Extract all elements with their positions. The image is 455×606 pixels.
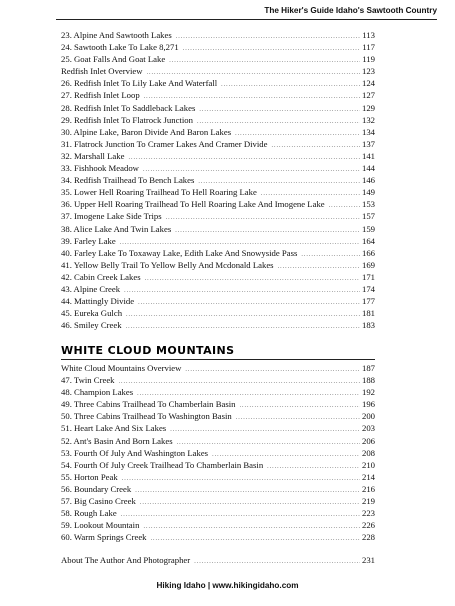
toc-entry-page: 164 bbox=[361, 235, 375, 246]
toc-entry-page: 113 bbox=[362, 30, 375, 40]
toc-entry[interactable] bbox=[61, 29, 375, 41]
toc-entry-page: 146 bbox=[361, 175, 375, 186]
toc-entry-title: 30. Alpine Lake, Baron Divide And Baron Lakes bbox=[61, 126, 232, 137]
dot-leader bbox=[143, 521, 360, 533]
dot-leader bbox=[194, 556, 360, 568]
toc-entry-page: 214 bbox=[361, 471, 375, 482]
toc-entry-title: White Cloud Mountains Overview bbox=[61, 363, 182, 373]
toc-entry-title: 46. Smiley Creek bbox=[61, 320, 122, 331]
toc-entry-page: 183 bbox=[361, 320, 375, 331]
toc-entry-page: 181 bbox=[361, 308, 375, 319]
dot-leader bbox=[278, 261, 360, 273]
toc-entry[interactable] bbox=[61, 162, 375, 174]
toc-entry-title: 27. Redfish Inlet Loop bbox=[61, 90, 140, 101]
toc-entry-page: 137 bbox=[361, 138, 375, 149]
toc-entry[interactable] bbox=[61, 459, 375, 471]
toc-entry[interactable] bbox=[61, 198, 375, 210]
toc-entry[interactable] bbox=[61, 319, 375, 331]
toc-entry-page: 174 bbox=[361, 283, 375, 294]
toc-entry[interactable] bbox=[61, 283, 375, 295]
toc-entry[interactable] bbox=[61, 374, 375, 386]
toc-entry-page: 187 bbox=[361, 363, 375, 373]
toc-entry[interactable] bbox=[61, 362, 375, 374]
toc-entry[interactable] bbox=[61, 447, 375, 459]
toc-entry-page: 166 bbox=[361, 247, 375, 258]
toc-entry-page: 132 bbox=[361, 114, 375, 125]
toc-entry[interactable] bbox=[61, 186, 375, 198]
dot-leader bbox=[236, 412, 360, 424]
toc-entry-page: 210 bbox=[361, 459, 375, 470]
toc-entry-title: 51. Heart Lake And Six Lakes bbox=[61, 423, 167, 434]
dot-leader bbox=[122, 473, 360, 485]
dot-leader bbox=[128, 152, 360, 164]
toc-entry[interactable] bbox=[61, 519, 375, 531]
toc-entry-page: 223 bbox=[361, 508, 375, 519]
toc-entry-page: 144 bbox=[361, 163, 375, 174]
toc-entry[interactable] bbox=[61, 247, 375, 259]
toc-entry-page: 203 bbox=[361, 423, 375, 434]
dot-leader bbox=[221, 79, 360, 91]
toc-entry-page: 206 bbox=[361, 435, 375, 446]
dot-leader bbox=[135, 485, 360, 497]
toc-entry-title: About The Author And Photographer bbox=[61, 555, 191, 565]
toc-entry-page: 119 bbox=[362, 54, 375, 65]
dot-leader bbox=[138, 297, 360, 309]
dot-leader bbox=[271, 140, 359, 152]
toc-entry[interactable] bbox=[61, 235, 375, 247]
toc-entry[interactable] bbox=[61, 102, 375, 114]
toc-list-top bbox=[61, 29, 375, 331]
toc-entry[interactable] bbox=[61, 295, 375, 307]
toc-entry[interactable] bbox=[61, 471, 375, 483]
toc-entry-page: 134 bbox=[361, 126, 375, 137]
toc-entry-title: 29. Redfish Inlet To Flatrock Junction bbox=[61, 114, 193, 125]
toc-entry-title: 45. Eureka Gulch bbox=[61, 308, 123, 319]
toc-entry-title: 25. Goat Falls And Goat Lake bbox=[61, 54, 166, 65]
toc-entry-page: 192 bbox=[361, 387, 375, 398]
dot-leader bbox=[240, 400, 360, 412]
toc-entry[interactable] bbox=[61, 554, 375, 566]
toc-entry[interactable] bbox=[61, 422, 375, 434]
dot-leader bbox=[183, 43, 361, 55]
toc-entry[interactable] bbox=[61, 483, 375, 495]
toc-entry-title: 47. Twin Creek bbox=[61, 375, 115, 386]
toc-entry-title: 54. Fourth Of July Creek Trailhead To Chamberlain Basin bbox=[61, 459, 264, 470]
toc-entry[interactable] bbox=[61, 114, 375, 126]
dot-leader bbox=[124, 285, 360, 297]
running-header: The Hiker's Guide Idaho's Sawtooth Country bbox=[264, 6, 437, 15]
toc-entry-page: 153 bbox=[361, 199, 375, 210]
toc-entry-page: 177 bbox=[361, 296, 375, 307]
section-rule bbox=[61, 359, 375, 360]
toc-entry-title: 36. Upper Hell Roaring Trailhead To Hell Roaring Lake And Imogene Lake bbox=[61, 199, 325, 210]
toc-entry-title: 49. Three Cabins Trailhead To Chamberlain Basin bbox=[61, 399, 236, 410]
toc-entry-page: 208 bbox=[361, 447, 375, 458]
toc-entry[interactable] bbox=[61, 53, 375, 65]
toc-entry[interactable] bbox=[61, 386, 375, 398]
dot-leader bbox=[169, 55, 360, 67]
toc-entry-title: 44. Mattingly Divide bbox=[61, 296, 135, 307]
toc-entry[interactable] bbox=[61, 223, 375, 235]
toc-entry-page: 226 bbox=[361, 520, 375, 531]
toc-entry[interactable] bbox=[61, 495, 375, 507]
toc-entry-page: 219 bbox=[361, 496, 375, 507]
toc-entry-page: 129 bbox=[361, 102, 375, 113]
toc-list-bottom bbox=[61, 362, 375, 543]
toc-entry-page: 157 bbox=[361, 211, 375, 222]
toc-entry-page: 216 bbox=[361, 483, 375, 494]
toc-entry-title: 38. Alice Lake And Twin Lakes bbox=[61, 223, 172, 234]
dot-leader bbox=[121, 509, 360, 521]
dot-leader bbox=[145, 273, 360, 285]
toc-entry-title: 35. Lower Hell Roaring Trailhead To Hell Roaring Lake bbox=[61, 187, 257, 198]
dot-leader bbox=[199, 104, 360, 116]
toc-entry-page: 159 bbox=[361, 223, 375, 234]
toc-entry-title: 33. Fishhook Meadow bbox=[61, 163, 139, 174]
toc-entry[interactable] bbox=[61, 398, 375, 410]
toc-entry-page: 188 bbox=[361, 375, 375, 386]
toc-entry-title: 34. Redfish Trailhead To Bench Lakes bbox=[61, 175, 195, 186]
toc-entry-page: 141 bbox=[361, 150, 375, 161]
toc-entry-title: Redfish Inlet Overview bbox=[61, 66, 143, 77]
toc-entry[interactable] bbox=[61, 150, 375, 162]
toc-entry-title: 39. Farley Lake bbox=[61, 235, 116, 246]
toc-entry-page: 231 bbox=[361, 555, 375, 565]
toc-entry-title: 43. Alpine Creek bbox=[61, 283, 121, 294]
toc-entry-title: 52. Ant's Basin And Born Lakes bbox=[61, 435, 173, 446]
toc-entry[interactable] bbox=[61, 531, 375, 543]
toc-entry-page: 196 bbox=[361, 399, 375, 410]
dot-leader bbox=[170, 424, 360, 436]
dot-leader bbox=[175, 225, 360, 237]
toc-entry[interactable] bbox=[61, 507, 375, 519]
toc-entry-title: 55. Horton Peak bbox=[61, 471, 118, 482]
toc-entry[interactable] bbox=[61, 410, 375, 422]
toc-entry-page: 117 bbox=[362, 42, 375, 53]
toc-entry-title: 56. Boundary Creek bbox=[61, 483, 132, 494]
toc-entry-title: 41. Yellow Belly Trail To Yellow Belly And Mcdonald Lakes bbox=[61, 259, 274, 270]
toc-entry[interactable] bbox=[61, 210, 375, 222]
header-rule bbox=[56, 19, 437, 20]
dot-leader bbox=[151, 533, 360, 545]
toc-entry[interactable] bbox=[61, 138, 375, 150]
toc-entry-title: 28. Redfish Inlet To Saddleback Lakes bbox=[61, 102, 196, 113]
toc-entry-page: 171 bbox=[361, 271, 375, 282]
toc-entry-title: 60. Warm Springs Creek bbox=[61, 532, 147, 543]
toc-entry-title: 40. Farley Lake To Toxaway Lake, Edith Lake And Snowyside Pass bbox=[61, 247, 298, 258]
toc-entry-page: 124 bbox=[361, 78, 375, 89]
toc-entry-title: 58. Rough Lake bbox=[61, 508, 117, 519]
toc-entry-title: 50. Three Cabins Trailhead To Washington Basin bbox=[61, 411, 232, 422]
toc-entry-title: 31. Flatrock Junction To Cramer Lakes And Cramer Divide bbox=[61, 138, 268, 149]
toc-entry-title: 37. Imogene Lake Side Trips bbox=[61, 211, 162, 222]
toc-entry-page: 127 bbox=[361, 90, 375, 101]
dot-leader bbox=[301, 249, 360, 261]
toc-entry-page: 200 bbox=[361, 411, 375, 422]
toc-entry[interactable] bbox=[61, 259, 375, 271]
dot-leader bbox=[119, 376, 360, 388]
toc-entry[interactable] bbox=[61, 65, 375, 77]
page-footer: Hiking Idaho | www.hikingidaho.com bbox=[156, 581, 299, 590]
toc-entry-title: 57. Big Casino Creek bbox=[61, 496, 136, 507]
dot-leader bbox=[126, 309, 360, 321]
toc-entry[interactable] bbox=[61, 174, 375, 186]
dot-leader bbox=[176, 31, 361, 43]
toc-entry-page: 169 bbox=[361, 259, 375, 270]
dot-leader bbox=[267, 461, 360, 473]
toc-entry[interactable] bbox=[61, 435, 375, 447]
toc-entry-title: 24. Sawtooth Lake To Lake 8,271 bbox=[61, 42, 179, 53]
dot-leader bbox=[140, 497, 360, 509]
toc-entry-page: 149 bbox=[361, 187, 375, 198]
dot-leader bbox=[126, 321, 360, 333]
toc-entry-title: 26. Redfish Inlet To Lily Lake And Waterfall bbox=[61, 78, 218, 89]
toc-entry-title: 23. Alpine And Sawtooth Lakes bbox=[61, 30, 172, 40]
toc-entry-title: 59. Lookout Mountain bbox=[61, 520, 140, 531]
dot-leader bbox=[329, 200, 360, 212]
toc-entry[interactable] bbox=[61, 271, 375, 283]
toc-entry-title: 53. Fourth Of July And Washington Lakes bbox=[61, 447, 209, 458]
toc-entry-title: 48. Champion Lakes bbox=[61, 387, 134, 398]
dot-leader bbox=[185, 364, 360, 376]
toc-entry[interactable] bbox=[61, 307, 375, 319]
toc-entry-page: 228 bbox=[361, 532, 375, 543]
toc-entry[interactable] bbox=[61, 89, 375, 101]
dot-leader bbox=[166, 212, 360, 224]
toc-entry[interactable] bbox=[61, 126, 375, 138]
toc-entry-page: 123 bbox=[361, 66, 375, 77]
section-heading: WHITE CLOUD MOUNTAINS bbox=[61, 344, 235, 357]
toc-entry-title: 42. Cabin Creek Lakes bbox=[61, 271, 141, 282]
toc-entry-title: 32. Marshall Lake bbox=[61, 150, 125, 161]
toc-about bbox=[61, 554, 375, 566]
toc-entry[interactable] bbox=[61, 41, 375, 53]
